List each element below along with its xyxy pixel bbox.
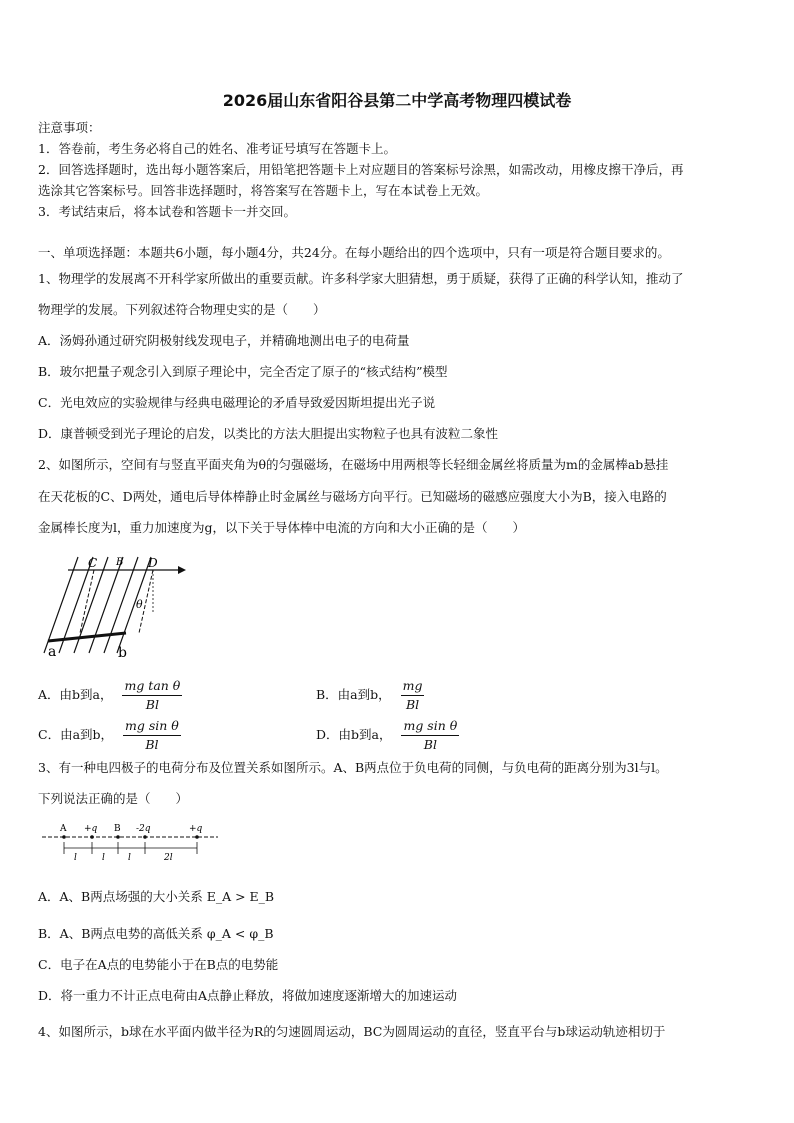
- q3-option-c: C．电子在A点的电势能小于在B点的电势能: [38, 957, 279, 972]
- label-b-field: B: [116, 557, 124, 568]
- notice-item: 1．答卷前，考生务必将自己的姓名、准考证号填写在答题卡上。: [38, 141, 396, 156]
- q2-stem: 2、如图所示，空间有与竖直平面夹角为θ的匀强磁场，在磁场中用两根等长轻细金属丝将质量为m的金属棒ab悬挂: [38, 457, 669, 472]
- distance-label: l: [102, 853, 105, 863]
- point-label: A: [60, 824, 67, 834]
- page-title: 2026届山东省阳谷县第二中学高考物理四模试卷: [222, 91, 572, 110]
- notice-item: 选涂其它答案标号。回答非选择题时，将答案写在答题卡上，写在本试卷上无效。: [38, 183, 489, 198]
- q1-stem: 物理学的发展。下列叙述符合物理史实的是（ ）: [38, 302, 326, 317]
- fraction: $\frac{\text{mg sin θ}}{Bl}$: [125, 718, 179, 752]
- label-a: a: [48, 644, 57, 660]
- label-d: D: [148, 556, 158, 570]
- section-heading: 一、单项选择题：本题共6小题，每小题4分，共24分。在每小题给出的四个选项中，只有一项是符合题目要求的。: [38, 245, 670, 260]
- label-rod-b: b: [118, 645, 127, 661]
- q3-stem: 下列说法正确的是（ ）: [38, 791, 189, 806]
- q2-option-b: B．由a到b， $\frac{mg}{Bl}$: [316, 678, 423, 712]
- q2-option-d: D．由b到a， $\frac{\text{mg sin θ}}{Bl}$: [316, 718, 458, 752]
- q2-stem: 在天花板的C、D两处，通电后导体棒静止时金属丝与磁场方向平行。已知磁场的磁感应强度大小为B，接入电路的: [38, 489, 667, 504]
- charge-label: -2q: [136, 824, 151, 834]
- q2-stem: 金属棒长度为l，重力加速度为g，以下关于导体棒中电流的方向和大小正确的是（ ）: [38, 520, 526, 535]
- label-theta: θ: [136, 598, 143, 611]
- point-label: B: [114, 824, 121, 834]
- fraction: $\frac{\text{mg tan θ}}{Bl}$: [124, 678, 181, 712]
- q4-stem: 4、如图所示，b球在水平面内做半径为R的匀速圆周运动，BC为圆周运动的直径，竖直平台与b球运动轨迹相切于: [38, 1024, 666, 1039]
- q1-option-a: A．汤姆孙通过研究阴极射线发现电子，并精确地测出电子的电荷量: [38, 333, 410, 348]
- q1-option-d: D．康普顿受到光子理论的启发，以类比的方法大胆提出实物粒子也具有波粒二象性: [38, 426, 499, 441]
- q3-stem: 3、有一种电四极子的电荷分布及位置关系如图所示。A、B两点位于负电荷的同侧，与负电荷的距离分别为3l与l。: [38, 760, 668, 775]
- q2-figure: [38, 553, 188, 661]
- label-c: C: [88, 556, 98, 570]
- notice-item: 3．考试结束后，将本试卷和答题卡一并交回。: [38, 204, 296, 219]
- q3-option-d: D．将一重力不计正点电荷由A点静止释放，将做加速度逐渐增大的加速运动: [38, 988, 458, 1003]
- q3-option-b: B．A、B两点电势的高低关系 φ_A < φ_B: [38, 926, 274, 941]
- q1-option-b: B．玻尔把量子观念引入到原子理论中，完全否定了原子的“核式结构”模型: [38, 364, 448, 379]
- q2-option-c: C．由a到b， $\frac{\text{mg sin θ}}{Bl}$: [38, 718, 179, 752]
- fraction: $\frac{mg}{Bl}$: [402, 678, 423, 712]
- notice-item: 2．回答选择题时，选出每小题答案后，用铅笔把答题卡上对应题目的答案标号涂黑，如需改动，用橡皮擦干净后，再: [38, 162, 684, 177]
- fraction: $\frac{\text{mg sin θ}}{Bl}$: [403, 718, 458, 752]
- charge-label: +q: [189, 824, 203, 834]
- distance-label: l: [74, 853, 77, 863]
- q1-stem: 1、物理学的发展离不开科学家所做出的重要贡献。许多科学家大胆猜想，勇于质疑，获得了正确的科学认知，推动了: [38, 271, 684, 286]
- q3-option-a: A．A、B两点场强的大小关系 E_A > E_B: [38, 889, 275, 904]
- distance-label: l: [128, 853, 131, 863]
- charge-label: +q: [84, 824, 98, 834]
- notice-heading: 注意事项：: [38, 120, 101, 135]
- q3-figure: [40, 822, 220, 864]
- q1-option-c: C．光电效应的实验规律与经典电磁理论的矛盾导致爱因斯坦提出光子说: [38, 395, 436, 410]
- distance-label: 2l: [164, 853, 173, 863]
- q2-option-a: A．由b到a， $\frac{\text{mg tan θ}}{Bl}$: [38, 678, 181, 712]
